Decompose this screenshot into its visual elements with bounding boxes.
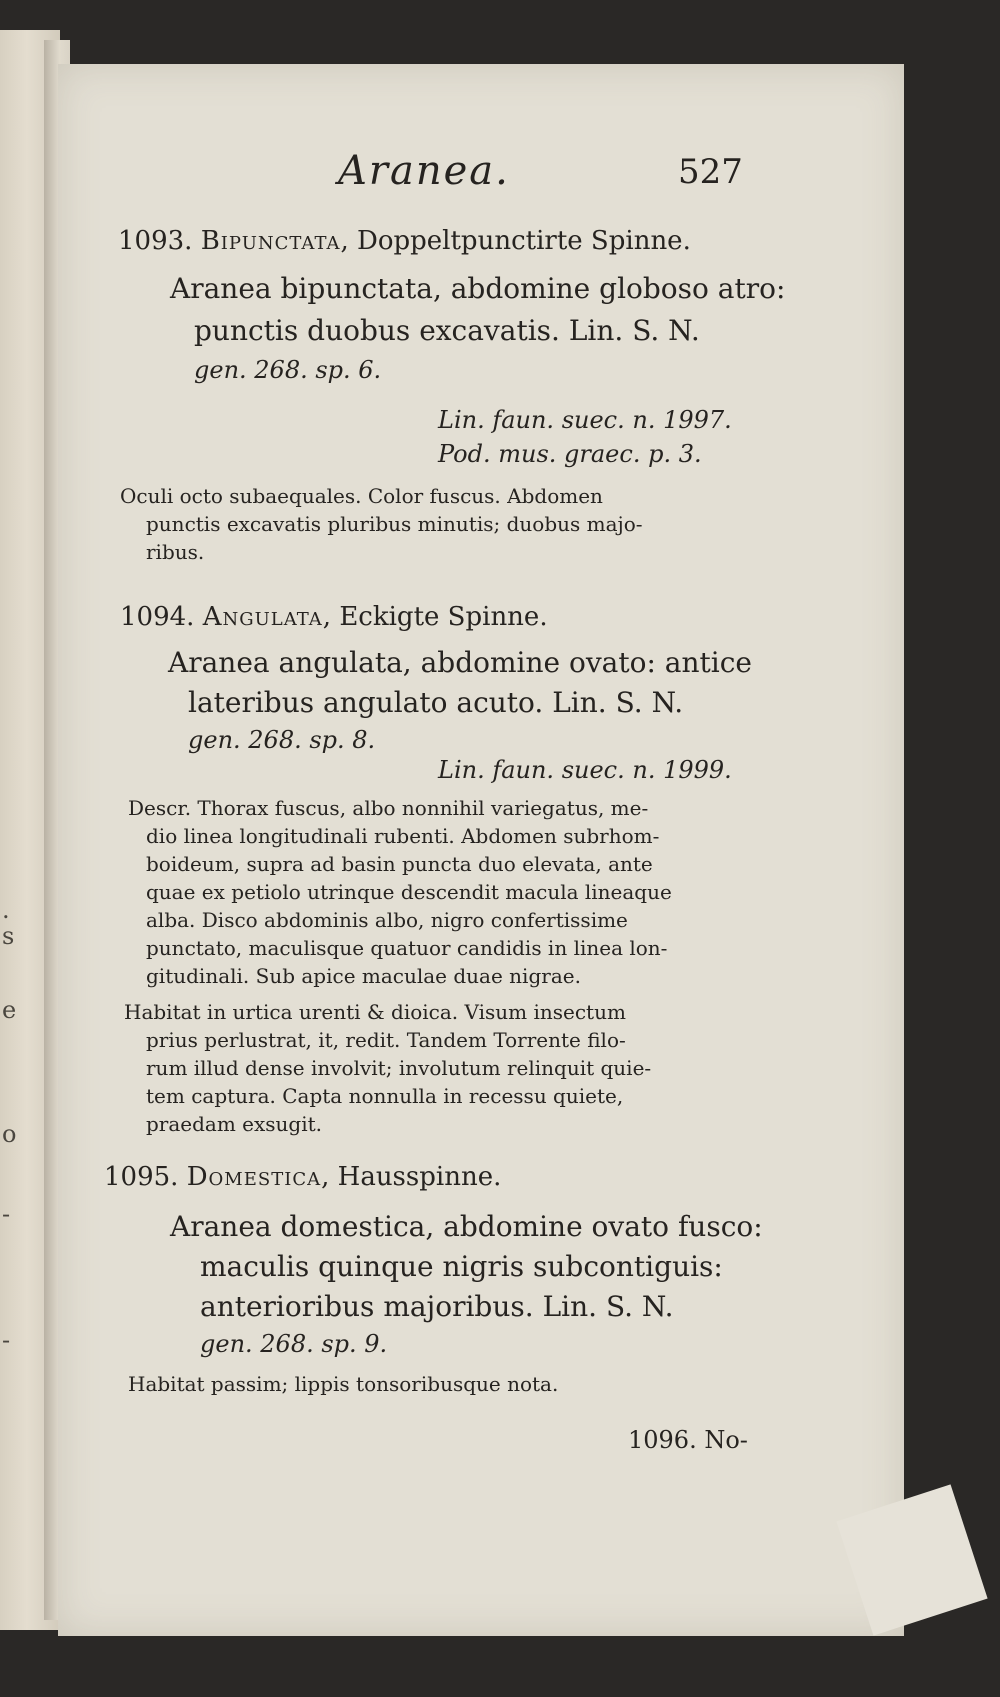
diagnosis-line: lateribus angulato acuto. Lin. S. N. <box>188 686 684 719</box>
note-line: dio linea longitudinali rubenti. Abdomen subrhom- <box>146 824 660 848</box>
reference-line: Pod. mus. graec. p. 3. <box>438 440 702 468</box>
note-line: quae ex petiolo utrinque descendit macula lineaque <box>146 880 672 904</box>
note-line: praedam exsugit. <box>146 1112 323 1136</box>
diagnosis-line: Aranea angulata, abdomine ovato: antice <box>168 646 752 679</box>
diagnosis-line: Aranea domestica, abdomine ovato fusco: <box>170 1210 763 1243</box>
note-line: punctis excavatis pluribus minutis; duobus majo- <box>146 512 643 536</box>
diagnosis-line: anterioribus majoribus. Lin. S. N. <box>200 1290 674 1323</box>
margin-mark: s <box>2 922 15 950</box>
reference-line: Lin. faun. suec. n. 1997. <box>438 406 732 434</box>
entry-name: Angulata <box>202 602 323 632</box>
entry-german-name: Eckigte Spinne. <box>339 602 548 632</box>
note-line: ribus. <box>146 540 205 564</box>
page-number: 527 <box>678 152 743 192</box>
note-line: Habitat passim; lippis tonsoribusque nota. <box>128 1372 559 1396</box>
note-line: Descr. Thorax fuscus, albo nonnihil variegatus, me- <box>128 796 649 820</box>
note-line: Habitat in urtica urenti & dioica. Visum insectum <box>124 1000 626 1024</box>
catchword: 1096. No- <box>628 1426 748 1454</box>
reference-line: Lin. faun. suec. n. 1999. <box>438 756 732 784</box>
note-line: gitudinali. Sub apice maculae duae nigrae. <box>146 964 581 988</box>
entry-german-name: Hausspinne. <box>337 1162 502 1192</box>
diagnosis-line: gen. 268. sp. 9. <box>200 1330 388 1358</box>
entry-heading: 1095. Domestica, Hausspinne. <box>104 1162 502 1192</box>
entry-heading: 1093. Bipunctata, Doppeltpunctirte Spinne. <box>118 226 691 256</box>
note-line: rum illud dense involvit; involutum relinquit quie- <box>146 1056 652 1080</box>
diagnosis-line: Aranea bipunctata, abdomine globoso atro: <box>170 272 786 305</box>
note-line: Oculi octo subaequales. Color fuscus. Abdomen <box>120 484 603 508</box>
page-text <box>58 64 904 1636</box>
margin-mark: - <box>2 1200 11 1228</box>
note-line: prius perlustrat, it, redit. Tandem Torrente filo- <box>146 1028 626 1052</box>
entry-number: 1095. <box>104 1162 179 1192</box>
entry-name: Domestica <box>186 1162 322 1192</box>
diagnosis-line: gen. 268. sp. 6. <box>194 356 382 384</box>
margin-mark: . <box>2 896 10 924</box>
diagnosis-line: maculis quinque nigris subcontiguis: <box>200 1250 723 1283</box>
margin-mark: o <box>2 1120 17 1148</box>
margin-mark: - <box>2 1326 11 1354</box>
note-line: tem captura. Capta nonnulla in recessu quiete, <box>146 1084 624 1108</box>
entry-german-name: Doppeltpunctirte Spinne. <box>357 226 691 256</box>
note-line: punctato, maculisque quatuor candidis in linea lon- <box>146 936 668 960</box>
entry-name: Bipunctata <box>200 226 341 256</box>
note-line: alba. Disco abdominis albo, nigro confertissime <box>146 908 628 932</box>
running-head: Aranea. <box>338 148 510 194</box>
entry-number: 1094. <box>120 602 195 632</box>
entry-number: 1093. <box>118 226 193 256</box>
note-line: boideum, supra ad basin puncta duo elevata, ante <box>146 852 653 876</box>
diagnosis-line: gen. 268. sp. 8. <box>188 726 376 754</box>
margin-mark: e <box>2 996 17 1024</box>
diagnosis-line: punctis duobus excavatis. Lin. S. N. <box>194 314 700 347</box>
entry-heading: 1094. Angulata, Eckigte Spinne. <box>120 602 548 632</box>
